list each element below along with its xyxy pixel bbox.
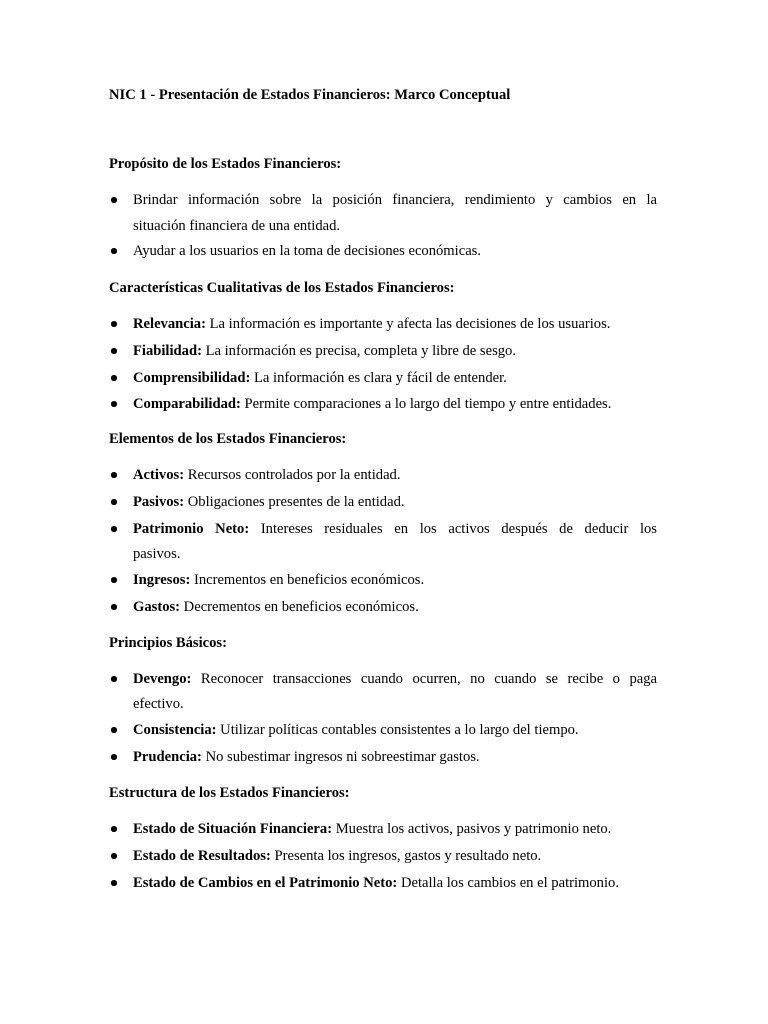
definition-activos: Recursos controlados por la entidad.	[184, 467, 401, 483]
definition-pasivos: Obligaciones presentes de la entidad.	[184, 494, 405, 510]
term-pasivos: Pasivos:	[133, 494, 185, 510]
term-comprensibilidad: Comprensibilidad:	[133, 370, 251, 386]
list-item-devengo	[133, 670, 657, 688]
list-item-situacion-financiera	[133, 820, 657, 838]
list-item-ingresos	[133, 571, 657, 589]
list-item-consistencia	[133, 721, 657, 739]
term-consistencia: Consistencia:	[133, 722, 217, 738]
term-prudencia: Prudencia:	[133, 749, 202, 765]
definition-patrimonio-neto: Intereses residuales en los activos después de deducir los	[249, 521, 657, 537]
list-item-gastos	[133, 598, 657, 616]
term-cambios-patrimonio: Estado de Cambios en el Patrimonio Neto:	[133, 875, 398, 891]
section-heading-caracteristicas: Características Cualitativas de los Estados Financieros:	[109, 280, 455, 296]
term-situacion-financiera: Estado de Situación Financiera:	[133, 821, 333, 837]
term-devengo: Devengo:	[133, 671, 192, 687]
list-item-brindar: Brindar información sobre la posición financiera, rendimiento y cambios en la	[133, 192, 657, 208]
definition-situacion-financiera: Muestra los activos, pasivos y patrimonio neto.	[332, 821, 612, 837]
term-activos: Activos:	[133, 467, 185, 483]
definition-comparabilidad: Permite comparaciones a lo largo del tiempo y entre entidades.	[240, 396, 612, 412]
list-item-comparabilidad	[133, 395, 657, 413]
list-item-cambios-patrimonio	[133, 874, 657, 892]
list-item-fiabilidad	[133, 342, 657, 360]
section-heading-principios: Principios Básicos:	[109, 635, 227, 651]
term-resultados: Estado de Resultados:	[133, 848, 271, 864]
definition-prudencia: No subestimar ingresos ni sobreestimar gastos.	[201, 749, 480, 765]
section-heading-proposito: Propósito de los Estados Financieros:	[109, 156, 342, 172]
document-title: NIC 1 - Presentación de Estados Financieros: Marco Conceptual	[109, 87, 511, 103]
definition-devengo: Reconocer transacciones cuando ocurren, no cuando se recibe o paga	[191, 671, 657, 687]
list-item-brindar-continuation: situación financiera de una entidad.	[133, 218, 341, 234]
list-item-relevancia	[133, 315, 657, 333]
definition-gastos: Decrementos en beneficios económicos.	[180, 599, 419, 615]
list-item-ayudar: Ayudar a los usuarios en la toma de decisiones económicas.	[133, 243, 481, 259]
list-item-patrimonio-neto-continuation: pasivos.	[133, 546, 181, 562]
definition-consistencia: Utilizar políticas contables consistentes a lo largo del tiempo.	[216, 722, 579, 738]
term-patrimonio-neto: Patrimonio Neto:	[133, 521, 250, 537]
section-heading-elementos: Elementos de los Estados Financieros:	[109, 431, 347, 447]
list-item-devengo-continuation: efectivo.	[133, 696, 184, 712]
definition-relevancia: La información es importante y afecta las decisiones de los usuarios.	[205, 316, 611, 332]
definition-resultados: Presenta los ingresos, gastos y resultado neto.	[270, 848, 542, 864]
definition-cambios-patrimonio: Detalla los cambios en el patrimonio.	[397, 875, 619, 891]
definition-fiabilidad: La información es precisa, completa y libre de sesgo.	[201, 343, 516, 359]
list-item-comprensibilidad	[133, 369, 657, 387]
list-item-pasivos	[133, 493, 657, 511]
list-item-resultados	[133, 847, 657, 865]
term-gastos: Gastos:	[133, 599, 181, 615]
section-heading-estructura: Estructura de los Estados Financieros:	[109, 785, 350, 801]
term-comparabilidad: Comparabilidad:	[133, 396, 241, 412]
definition-comprensibilidad: La información es clara y fácil de entender.	[250, 370, 507, 386]
list-item-prudencia	[133, 748, 657, 766]
term-fiabilidad: Fiabilidad:	[133, 343, 202, 359]
term-ingresos: Ingresos:	[133, 572, 191, 588]
list-item-patrimonio-neto	[133, 520, 657, 538]
list-item-activos	[133, 466, 657, 484]
term-relevancia: Relevancia:	[133, 316, 206, 332]
definition-ingresos: Incrementos en beneficios económicos.	[190, 572, 425, 588]
